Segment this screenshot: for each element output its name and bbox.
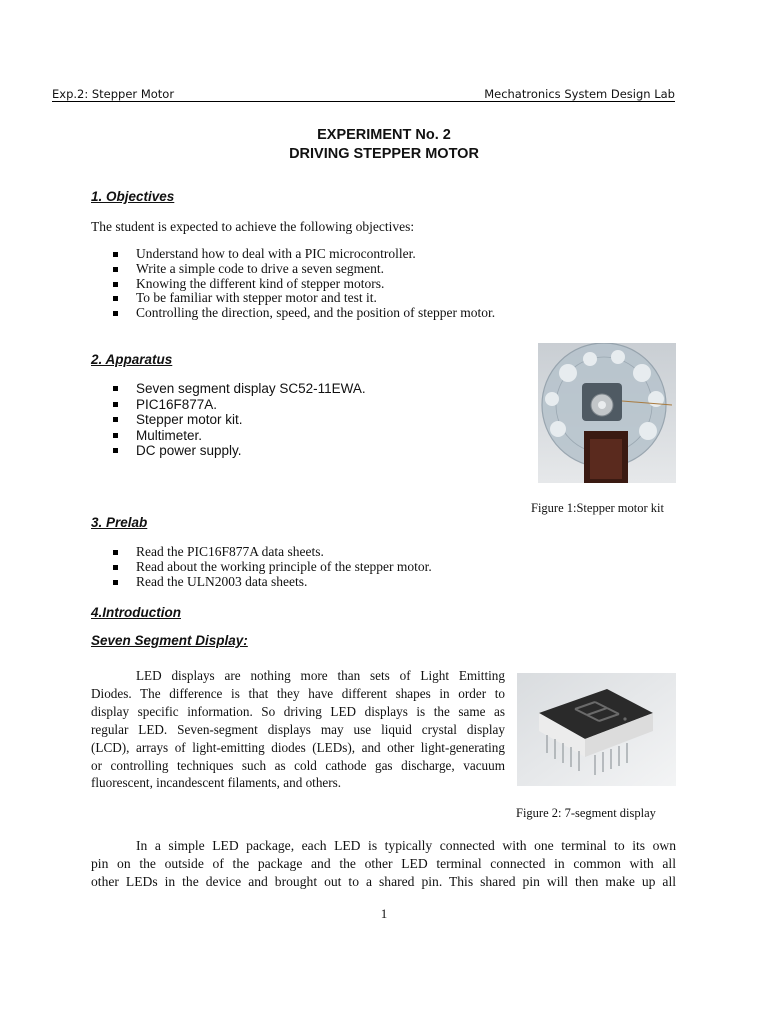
intro-paragraph-1 bbox=[91, 667, 505, 792]
text-line: pin on the outside of the package and the other LED terminal connected in common with all bbox=[91, 855, 676, 871]
text-line: display specific information. So driving LED displays is the same as bbox=[91, 703, 505, 719]
text-line: regular LED. Seven-segment displays may use liquid crystal display bbox=[91, 721, 505, 737]
page-number: 1 bbox=[380, 906, 388, 921]
objectives-heading: 1. Objectives bbox=[91, 189, 175, 204]
text-line: In a simple LED package, each LED is typically connected with one terminal to its own bbox=[136, 838, 676, 853]
header-right: Mechatronics System Design Lab bbox=[484, 87, 675, 101]
list-item: To be familiar with stepper motor and test it. bbox=[111, 291, 495, 306]
prelab-heading: 3. Prelab bbox=[91, 515, 148, 530]
text-line: fluorescent, incandescent filaments, and others. bbox=[91, 775, 342, 791]
list-item: Controlling the direction, speed, and the position of stepper motor. bbox=[111, 306, 495, 321]
introduction-heading: 4.Introduction bbox=[91, 605, 181, 620]
list-item: Seven segment display SC52-11EWA. bbox=[111, 381, 366, 397]
list-item: Write a simple code to drive a seven segment. bbox=[111, 262, 495, 277]
experiment-title: EXPERIMENT No. 2 bbox=[317, 127, 451, 143]
apparatus-heading: 2. Apparatus bbox=[91, 352, 173, 367]
seven-segment-image bbox=[517, 673, 676, 786]
list-item: Read about the working principle of the stepper motor. bbox=[111, 560, 432, 575]
list-item: PIC16F877A. bbox=[111, 397, 366, 413]
stepper-motor-kit-image bbox=[538, 343, 676, 483]
figure1-caption: Figure 1:Stepper motor kit bbox=[531, 501, 664, 515]
text-line: (LCD), arrays of light-emitting diodes (LEDs), and other light-generating bbox=[91, 739, 505, 755]
intro-paragraph-2 bbox=[91, 837, 676, 891]
prelab-list bbox=[111, 545, 432, 589]
list-item: Multimeter. bbox=[111, 428, 366, 444]
experiment-subtitle: DRIVING STEPPER MOTOR bbox=[289, 146, 479, 162]
header-divider bbox=[52, 101, 675, 102]
seven-segment-subheading: Seven Segment Display: bbox=[91, 633, 248, 648]
list-item: Understand how to deal with a PIC microcontroller. bbox=[111, 247, 495, 262]
text-line: LED displays are nothing more than sets of Light Emitting bbox=[136, 668, 505, 683]
objectives-list bbox=[111, 247, 495, 321]
list-item: DC power supply. bbox=[111, 443, 366, 459]
list-item: Read the ULN2003 data sheets. bbox=[111, 575, 432, 590]
list-item: Knowing the different kind of stepper motors. bbox=[111, 277, 495, 292]
figure2-caption: Figure 2: 7-segment display bbox=[516, 806, 656, 820]
header-left: Exp.2: Stepper Motor bbox=[52, 87, 175, 101]
text-line: or controlling techniques such as cold cathode gas discharge, vacuum bbox=[91, 757, 505, 773]
text-line: other LEDs in the device and brought out to a shared pin. This shared pin will then make up all bbox=[91, 873, 676, 889]
apparatus-list bbox=[111, 381, 366, 459]
text-line: Diodes. The difference is that they have different shapes in order to bbox=[91, 685, 505, 701]
objectives-intro: The student is expected to achieve the following objectives: bbox=[91, 219, 415, 234]
list-item: Read the PIC16F877A data sheets. bbox=[111, 545, 432, 560]
list-item: Stepper motor kit. bbox=[111, 412, 366, 428]
